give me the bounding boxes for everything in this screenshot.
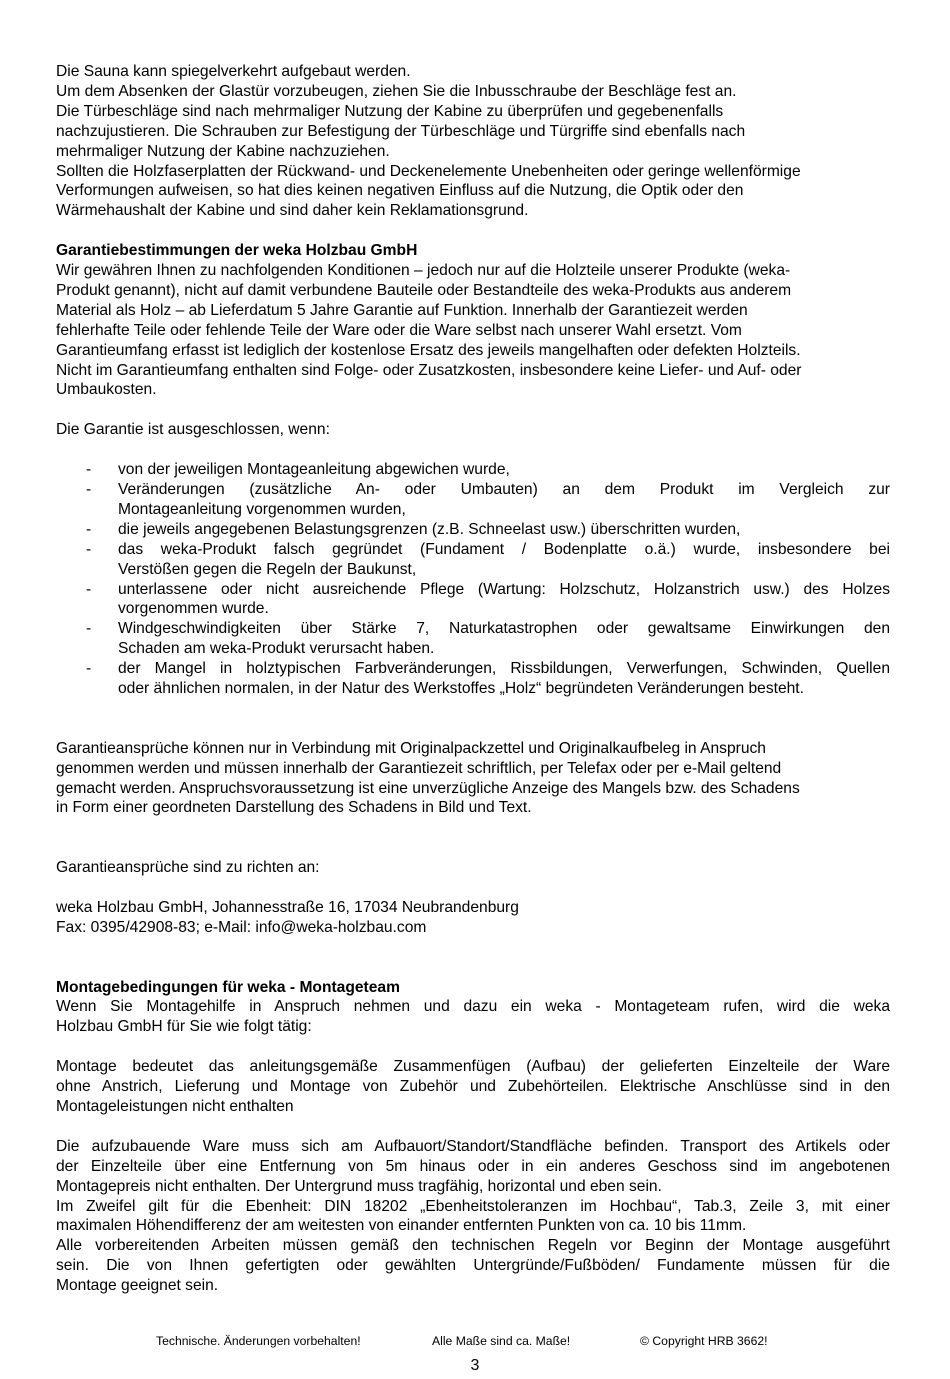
text-line: ohne Anstrich, Lieferung und Montage von Zubehör und Zubehörteilen. Elektrische Anschlüsse sind in den	[56, 1078, 890, 1096]
bullet-dash: -	[86, 580, 92, 598]
document-page	[56, 62, 890, 1296]
text-line: Wir gewähren Ihnen zu nachfolgenden Konditionen – jedoch nur auf die Holzteile unserer Produkte (weka-	[56, 262, 791, 280]
text-line: maximalen Höhendifferenz der am weitesten von einander entfernten Punkten von ca. 10 bis 11mm.	[56, 1217, 747, 1235]
text-line: Alle vorbereitenden Arbeiten müssen gemäß den technischen Regeln vor Beginn der Montage ausgeführt	[56, 1237, 890, 1255]
text-line: Verstößen gegen die Regeln der Baukunst,	[118, 560, 417, 578]
list-item	[56, 460, 890, 480]
text-line: Montagepreis nicht enthalten. Der Untergrund muss tragfähig, horizontal und eben sein.	[56, 1177, 662, 1195]
text-line: Montage geeignet sein.	[56, 1277, 219, 1295]
text-line: der Einzelteile über eine Entfernung von 5m hinaus oder in ein anderes Geschoss sind im angebotenen	[56, 1157, 890, 1175]
text-line: Wenn Sie Montagehilfe in Anspruch nehmen und dazu ein weka - Montageteam rufen, wird die weka	[56, 998, 890, 1016]
text-line: sein. Die von Ihnen gefertigten oder gewählten Untergründe/Fußböden/ Fundamente müssen für die	[56, 1257, 890, 1275]
text-line: fehlerhafte Teile oder fehlende Teile der Ware oder die Ware selbst nach unserer Wahl ersetzt. Vom	[56, 321, 742, 339]
text-line: Um dem Absenken der Glastür vorzubeugen, ziehen Sie die Inbusschraube der Beschläge fest an.	[56, 82, 737, 100]
footer-measures-note: Alle Maße sind ca. Maße!	[432, 1334, 571, 1348]
text-line: nachzujustieren. Die Schrauben zur Befestigung der Türbeschläge und Türgriffe sind ebenfalls nach	[56, 122, 746, 140]
text-line: Garantieansprüche sind zu richten an:	[56, 859, 320, 877]
text-line: Garantieumfang erfasst ist lediglich der kostenlose Ersatz des jeweils mangelhaften oder defekten Holzteils.	[56, 341, 801, 359]
footer-technical-note: Technische. Änderungen vorbehalten!	[156, 1334, 361, 1348]
text-line: Montageanleitung vorgenommen wurden,	[118, 500, 406, 518]
assembly-heading: Montagebedingungen für weka - Montageteam	[56, 978, 400, 996]
text-line: Garantieansprüche können nur in Verbindung mit Originalpackzettel und Originalkaufbeleg in Anspruch	[56, 739, 766, 757]
text-line: in Form einer geordneten Darstellung des Schadens in Bild und Text.	[56, 799, 532, 817]
list-item	[56, 520, 890, 540]
assembly-requirements	[56, 1137, 890, 1296]
text-line: Im Zweifel gilt für die Ebenheit: DIN 18202 „Ebenheitstoleranzen im Hochbau“, Tab.3, Zeile 3, mit einer	[56, 1197, 890, 1215]
list-item	[56, 480, 890, 520]
list-item	[56, 540, 890, 580]
text-line: genommen werden und müssen innerhalb der Garantiezeit schriftlich, per Telefax oder per e-Mail geltend	[56, 759, 782, 777]
guarantee-heading: Garantiebestimmungen der weka Holzbau GmbH	[56, 242, 418, 260]
exclusion-list	[56, 460, 890, 699]
text-line: Nicht im Garantieumfang enthalten sind Folge- oder Zusatzkosten, insbesondere keine Liefer- und Auf- oder	[56, 361, 802, 379]
text-line: Windgeschwindigkeiten über Stärke 7, Naturkatastrophen oder gewaltsame Einwirkungen den	[118, 620, 890, 638]
text-line: Wärmehaushalt der Kabine und sind daher kein Reklamationsgrund.	[56, 202, 529, 220]
text-line: Material als Holz – ab Lieferdatum 5 Jahre Garantie auf Funktion. Innerhalb der Garantiezeit werden	[56, 301, 748, 319]
text-line: vorgenommen wurde.	[118, 600, 269, 618]
text-line: Produkt genannt), nicht auf damit verbundene Bauteile oder Bestandteile des weka-Produkts aus anderem	[56, 281, 792, 299]
page-number: 3	[470, 1357, 480, 1374]
text-line: die jeweils angegebenen Belastungsgrenzen (z.B. Schneelast usw.) überschritten wurden,	[118, 520, 741, 538]
intro-paragraph	[56, 62, 890, 221]
exclusion-intro	[56, 420, 890, 440]
text-line: Veränderungen (zusätzliche An- oder Umbauten) an dem Produkt im Vergleich zur	[118, 480, 890, 498]
bullet-dash: -	[86, 461, 92, 479]
guarantee-section	[56, 241, 890, 400]
text-line: Die Garantie ist ausgeschlossen, wenn:	[56, 421, 330, 439]
claims-paragraph	[56, 739, 890, 819]
assembly-definition	[56, 1057, 890, 1117]
footer-copyright: © Copyright HRB 3662!	[640, 1334, 768, 1348]
text-line: unterlassene oder nicht ausreichende Pflege (Wartung: Holzschutz, Holzanstrich usw.) des Holzes	[118, 580, 890, 598]
text-line: Die Türbeschläge sind nach mehrmaliger Nutzung der Kabine zu überprüfen und gegebenenfalls	[56, 102, 724, 120]
text-line: Verformungen aufweisen, so hat dies keinen negativen Einfluss auf die Nutzung, die Optik oder den	[56, 182, 744, 200]
list-item	[56, 659, 890, 699]
text-line: Die Sauna kann spiegelverkehrt aufgebaut werden.	[56, 63, 411, 80]
text-line: Montageleistungen nicht enthalten	[56, 1098, 294, 1115]
text-line: Schaden am weka-Produkt verursacht haben.	[118, 640, 435, 658]
bullet-dash: -	[86, 540, 92, 558]
text-line: Montage bedeutet das anleitungsgemäße Zusammenfügen (Aufbau) der gelieferten Einzelteile der Ware	[56, 1058, 890, 1076]
bullet-dash: -	[86, 660, 92, 678]
text-line: Umbaukosten.	[56, 381, 157, 399]
bullet-dash: -	[86, 520, 92, 538]
text-line: der Mangel in holztypischen Farbveränderungen, Rissbildungen, Verwerfungen, Schwinden, Quellen	[118, 660, 890, 678]
company-address: weka Holzbau GmbH, Johannesstraße 16, 17034 Neubrandenburg	[56, 898, 519, 916]
text-line: Holzbau GmbH für Sie wie folgt tätig:	[56, 1018, 312, 1036]
text-line: mehrmaliger Nutzung der Kabine nachzuziehen.	[56, 142, 390, 160]
text-line: gemacht werden. Anspruchsvoraussetzung ist eine unverzügliche Anzeige des Mangels bzw. des Schadens	[56, 779, 800, 797]
address-intro	[56, 858, 890, 878]
bullet-dash: -	[86, 620, 92, 638]
text-line: von der jeweiligen Montageanleitung abgewichen wurde,	[118, 461, 510, 479]
list-item	[56, 619, 890, 659]
bullet-dash: -	[86, 480, 92, 498]
text-line: oder ähnlichen normalen, in der Natur des Werkstoffes „Holz“ begründeten Veränderungen besteht.	[118, 680, 804, 698]
text-line: Sollten die Holzfaserplatten der Rückwand- und Deckenelemente Unebenheiten oder geringe wellenförmige	[56, 162, 801, 180]
list-item	[56, 580, 890, 620]
company-contact: Fax: 0395/42908-83; e-Mail: info@weka-holzbau.com	[56, 918, 427, 936]
assembly-section	[56, 978, 890, 1038]
text-line: das weka-Produkt falsch gegründet (Fundament / Bodenplatte o.ä.) wurde, insbesondere bei	[118, 540, 890, 558]
text-line: Die aufzubauende Ware muss sich am Aufbauort/Standort/Standfläche befinden. Transport des Artikels oder	[56, 1137, 890, 1155]
address-block	[56, 898, 890, 938]
